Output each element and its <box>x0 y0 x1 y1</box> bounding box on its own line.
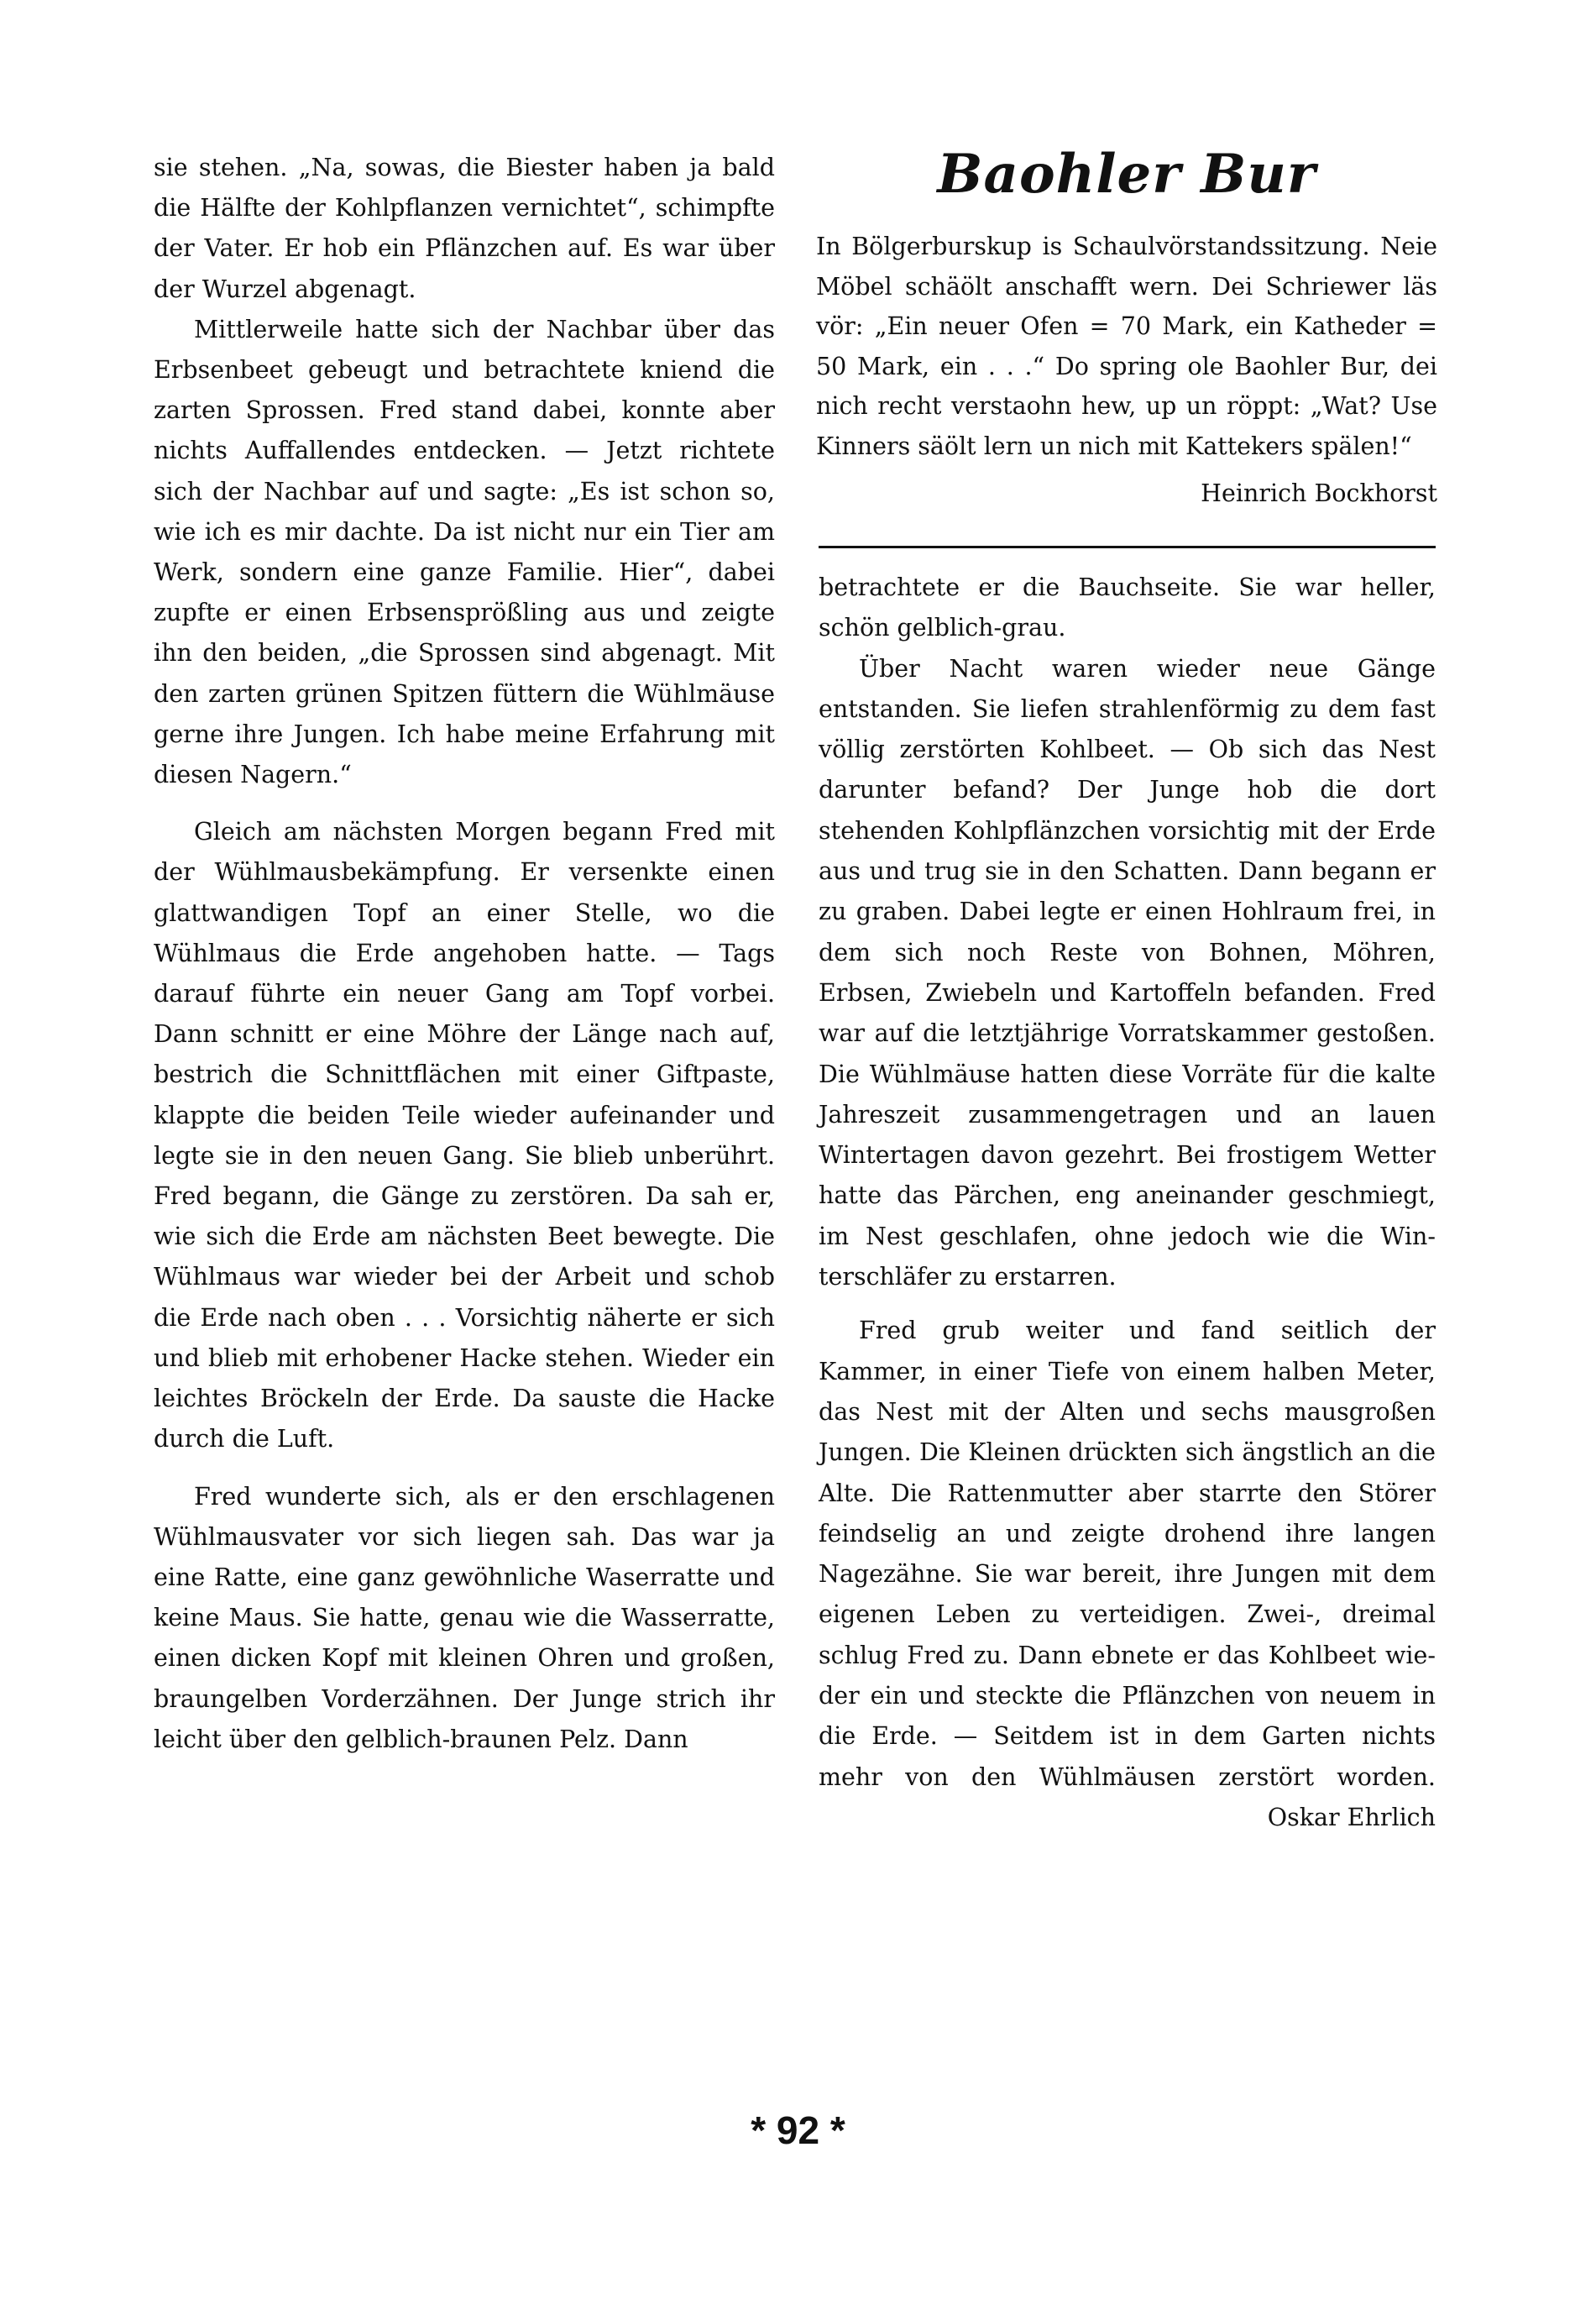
left-column <box>154 148 775 1760</box>
paragraph: Über Nacht waren wieder neue Gänge entstanden. Sie liefen strahlenförmig zu dem fast völlig zerstörten Kohlbeet. — Ob sich das Nest darunter befand? Der Junge hob die dort stehenden Kohlpflänzchen vorsichtig mit der Erde aus und trug sie in den Schatten. Dann begann er zu graben. Dabei legte er einen Hohlraum frei, in dem sich noch Reste von Bohnen, Möhren, Erbsen, Zwiebeln und Kartoffeln befanden. Fred war auf die letztjährige Vorratskammer gestoßen. Die Wühlmäuse hatten diese Vorräte für die kalte Jahreszeit zusammengetragen und an lauen Wintertagen davon gezehrt. Bei frostigem Wetter hatte das Pärchen, eng aneinander geschmiegt, im Nest geschlafen, ohne jedoch wie die Winterschläfer zu erstarren. <box>819 654 1436 1291</box>
paragraph: Fred wunderte sich, als er den erschlagenen Wühlmausvater vor sich liegen sah. Das war ja eine Ratte, eine ganz gewöhnliche Waserratte und keine Maus. Sie hatte, genau wie die Wasserratte, einen dicken Kopf mit kleinen Ohren und großen, braungelben Vorderzähnen. Der Junge strich ihr leicht über den gelblich-braunen Pelz. Dann <box>154 1482 775 1753</box>
paragraph: sie stehen. „Na, sowas, die Biester haben ja bald die Hälfte der Kohlpflanzen vernichtet“, schimpfte der Vater. Er hob ein Pflänzchen auf. Es war über der Wurzel abgenagt. <box>154 154 775 303</box>
story-author: Oskar Ehrlich <box>1267 1803 1436 1831</box>
page-number: * 92 * <box>751 2108 845 2152</box>
anecdote-text: In Bölgerburskup is Schaulvörstandssitzung. Neie Möbel schäölt anschafft wern. Dei Schriewer läs vör: „Ein neuer Ofen = 70 Mark, ein Katheder = 50 Mark, ein . . .“ Do spring ole Baohler Bur, dei nich recht verstaohn hew, up un röppt: „Wat? Use Kinners säölt lern un nich mit Kattekers spälen!“ <box>816 233 1437 460</box>
paragraph-text: Fred grub weiter und fand seitlich der Kammer, in einer Tiefe von einem halben Meter, das Nest mit der Alten und sechs mausgroßen Jungen. Die Kleinen drückten sich ängstlich an die Alte. Die Rattenmutter aber starrte den Störer feindselig an und zeigte drohend ihre langen Nagezähne. Sie war bereit, ihre Jungen mit dem eigenen Leben zu verteidigen. Zwei-, dreimal schlug Fred zu. Dann ebnete er das Kohlbeet wieder ein und steckte die Pflänzchen von neuem in die Erde. — Seitdem ist in dem Garten nichts mehr von den Wühlmäusen zerstört worden. <box>819 1317 1436 1791</box>
separator-line <box>819 546 1436 548</box>
anecdote <box>816 227 1437 513</box>
anecdote-title: Baohler Bur <box>937 143 1316 206</box>
right-column <box>819 568 1436 1879</box>
paragraph: Gleich am nächsten Morgen begann Fred mit der Wühlmausbekämpfung. Er versenkte einen glattwandigen Topf an einer Stelle, wo die Wühlmaus die Erde angehoben hatte. — Tags darauf führte ein neuer Gang am Topf vorbei. Dann schnitt er eine Möhre der Länge nach auf, bestrich die Schnittflächen mit einer Giftpaste, klappte die beiden Teile wieder aufeinander und legte sie in den neuen Gang. Sie blieb unberührt. Fred begann, die Gänge zu zerstören. Da sah er, wie sich die Erde am nächsten Beet bewegte. Die Wühlmaus war wieder bei der Arbeit und schob die Erde nach oben . . . Vorsichtig näherte er sich und blieb mit erhobener Hacke stehen. Wieder ein leichtes Bröckeln der Erde. Da sauste die Hacke durch die Luft. <box>154 818 775 1453</box>
paragraph: betrachtete er die Bauchseite. Sie war heller, schön gelblich-grau. <box>819 573 1436 642</box>
paragraph: Mittlerweile hatte sich der Nachbar über das Erbsenbeet gebeugt und betrachtete kniend die zarten Sprossen. Fred stand dabei, konnte aber nichts Auffallendes entdecken. — Jetzt richtete sich der Nachbar auf und sagte: „Es ist schon so, wie ich es mir dachte. Da ist nicht nur ein Tier am Werk, sondern eine ganze Familie. Hier“, dabei zupfte er einen Erbsensprößling aus und zeigte ihn den beiden, „die Sprossen sind abgenagt. Mit den zarten grünen Spitzen füttern die Wühlmäuse gerne ihre Jungen. Ich habe meine Erfahrung mit diesen Nagern.“ <box>154 315 775 789</box>
anecdote-author: Heinrich Bockhorst <box>1201 479 1437 507</box>
paragraph <box>819 1311 1436 1878</box>
